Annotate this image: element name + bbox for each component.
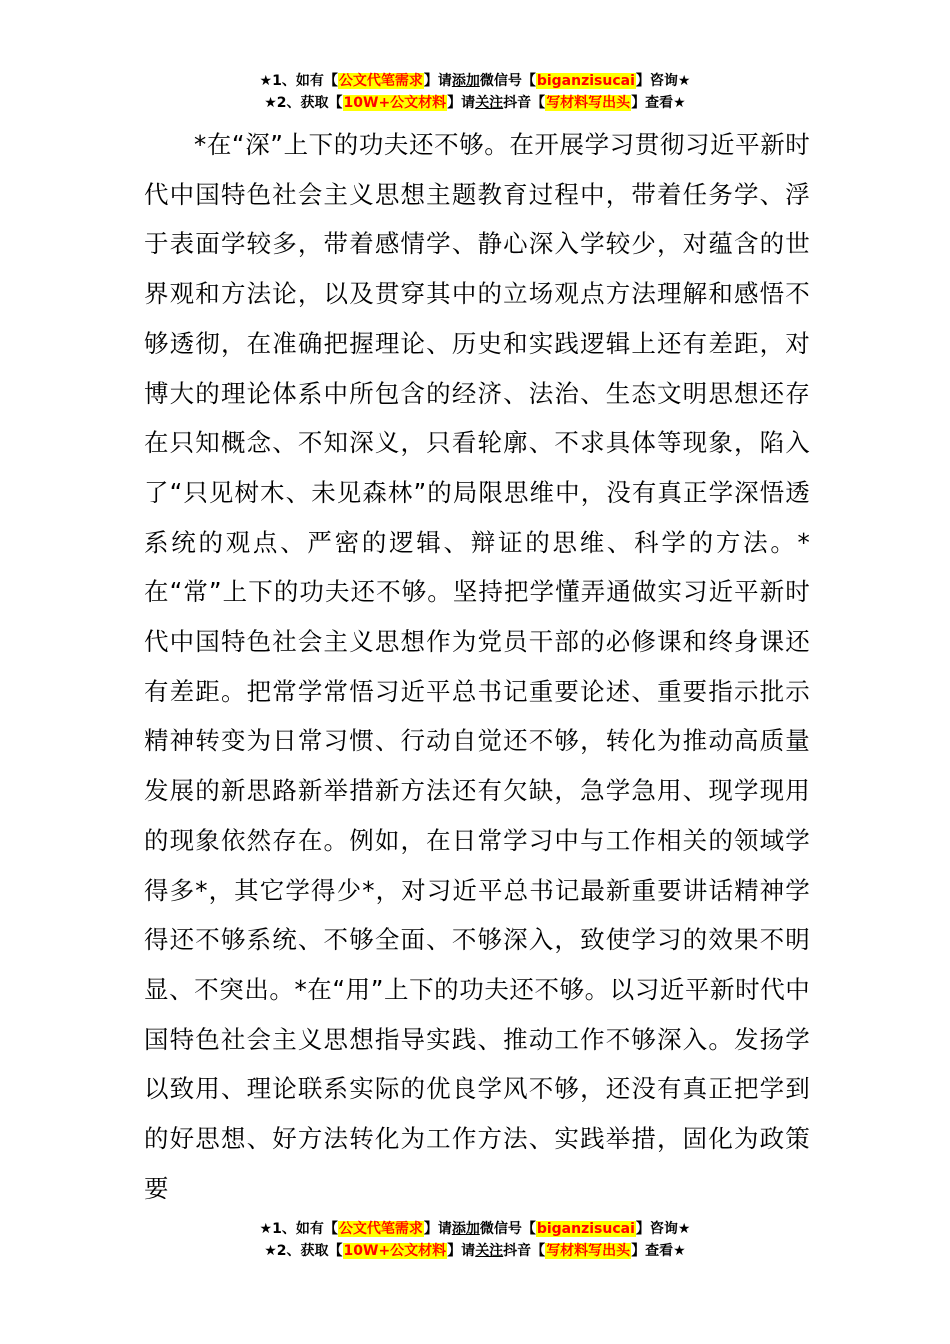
promo-douyin-id: 写材料写出头 (546, 95, 631, 111)
promo-highlight: 10W+公文材料 (343, 1243, 447, 1259)
promo-text: 】咨询★ (635, 1221, 691, 1237)
promo-underlined: 关注 (475, 1243, 504, 1259)
promo-text: 抖音【 (503, 95, 546, 111)
header-promo (0, 70, 950, 114)
promo-highlight: 公文代笔需求 (338, 1221, 423, 1237)
promo-text: ★2、获取【 (264, 95, 343, 111)
promo-underlined: 添加 (451, 73, 480, 89)
promo-text: 】请 (423, 73, 452, 89)
promo-text: ★2、获取【 (264, 1243, 343, 1259)
footer-promo-line-2 (0, 1240, 950, 1262)
promo-text: 】咨询★ (635, 73, 691, 89)
promo-text: 抖音【 (503, 1243, 546, 1259)
promo-douyin-id: 写材料写出头 (546, 1243, 631, 1259)
promo-text: 】请 (447, 95, 476, 111)
promo-text: ★1、如有【 (259, 73, 338, 89)
footer-promo (0, 1218, 950, 1262)
footer-promo-line-1 (0, 1218, 950, 1240)
promo-text: 】查看★ (631, 95, 686, 111)
promo-underlined: 添加 (451, 1221, 480, 1237)
promo-wechat-id: biganzisucai (536, 1221, 635, 1237)
body-paragraph: *在“深”上下的功夫还不够。在开展学习贯彻习近平新时代中国特色社会主义思想主题教育过程中，带着任务学、浮于表面学较多，带着感情学、静心深入学较少，对蕴含的世界观和方法论，以及贯穿其中的立场观点方法理解和感悟不够透彻，在准确把握理论、历史和实践逻辑上还有差距，对博大的理论体系中所包含的经济、法治、生态文明思想还存在只知概念、不知深义，只看轮廓、不求具体等现象，陷入了“只见树木、未见森林”的局限思维中，没有真正学深悟透系统的观点、严密的逻辑、辩证的思维、科学的方法。*在“常”上下的功夫还不够。坚持把学懂弄通做实习近平新时代中国特色社会主义思想作为党员干部的必修课和终身课还有差距。把常学常悟习近平总书记重要论述、重要指示批示精神转变为日常习惯、行动自觉还不够，转化为推动高质量发展的新思路新举措新方法还有欠缺，急学急用、现学现用的现象依然存在。例如，在日常学习中与工作相关的领域学得多*，其它学得少*，对习近平总书记最新重要讲话精神学得还不够系统、不够全面、不够深入，致使学习的效果不明显、不突出。*在“用”上下的功夫还不够。以习近平新时代中国特色社会主义思想指导实践、推动工作不够深入。发扬学以致用、理论联系实际的优良学风不够，还没有真正把学到的好思想、好方法转化为工作方法、实践举措，固化为政策要 (144, 130, 810, 1203)
header-promo-line-1 (0, 70, 950, 92)
promo-text: 】查看★ (631, 1243, 686, 1259)
promo-text: ★1、如有【 (259, 1221, 338, 1237)
header-promo-line-2 (0, 92, 950, 114)
promo-text: 】请 (423, 1221, 452, 1237)
promo-underlined: 关注 (475, 95, 504, 111)
promo-wechat-id: biganzisucai (536, 73, 635, 89)
promo-text: 】请 (447, 1243, 476, 1259)
promo-text: 微信号【 (479, 73, 536, 89)
promo-highlight: 公文代笔需求 (338, 73, 423, 89)
promo-text: 微信号【 (479, 1221, 536, 1237)
promo-highlight: 10W+公文材料 (343, 95, 447, 111)
